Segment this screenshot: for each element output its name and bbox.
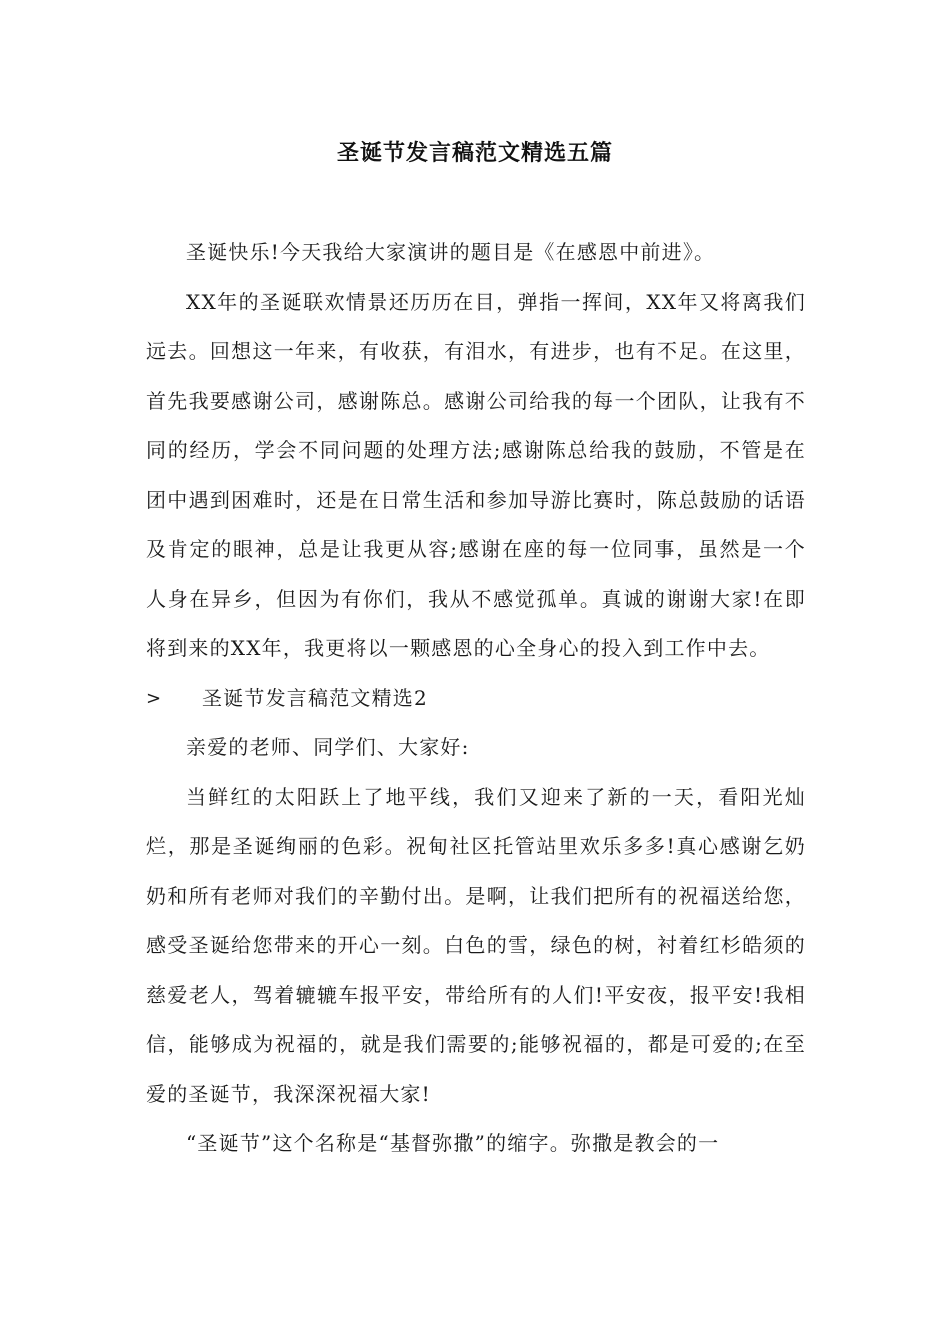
paragraph: XX年的圣诞联欢情景还历历在目，弹指一挥间，XX年又将离我们远去。回想这一年来，有收获，有泪水，有进步，也有不足。在这里，首先我要感谢公司，感谢陈总。感谢公司给我的每一个团队，让我有不同的经历，学会不同问题的处理方法;感谢陈总给我的鼓励，不管是在团中遇到困难时，还是在日常生活和参加导游比赛时，陈总鼓励的话语及肯定的眼神，总是让我更从容;感谢在座的每一位同事，虽然是一个人身在异乡，但因为有你们，我从不感觉孤单。真诚的谢谢大家!在即将到来的XX年，我更将以一颗感恩的心全身心的投入到工作中去。 <box>146 289 806 660</box>
section-heading <box>146 674 806 724</box>
chevron-right-icon: > <box>146 687 163 709</box>
paragraph: 亲爱的老师、同学们、大家好: <box>186 735 470 759</box>
paragraph: 圣诞快乐!今天我给大家演讲的题目是《在感恩中前进》。 <box>186 240 716 264</box>
section-heading-label: 圣诞节发言稿范文精选2 <box>202 685 428 710</box>
document-title: 圣诞节发言稿范文精选五篇 <box>336 141 613 166</box>
paragraph: “圣诞节”这个名称是“基督弥撒”的缩字。弥撒是教会的一 <box>186 1131 720 1155</box>
paragraph: 当鲜红的太阳跃上了地平线，我们又迎来了新的一天，看阳光灿烂，那是圣诞绚丽的色彩。祝甸社区托管站里欢乐多多!真心感谢乞奶奶和所有老师对我们的辛勤付出。是啊，让我们把所有的祝福送给您，感受圣诞给您带来的开心一刻。白色的雪，绿色的树，衬着红杉皓须的慈爱老人，驾着辘辘车报平安，带给所有的人们!平安夜，报平安!我相信，能够成为祝福的，就是我们需要的;能够祝福的，都是可爱的;在至爱的圣诞节，我深深祝福大家! <box>146 784 806 1106</box>
document-body <box>146 228 806 1169</box>
